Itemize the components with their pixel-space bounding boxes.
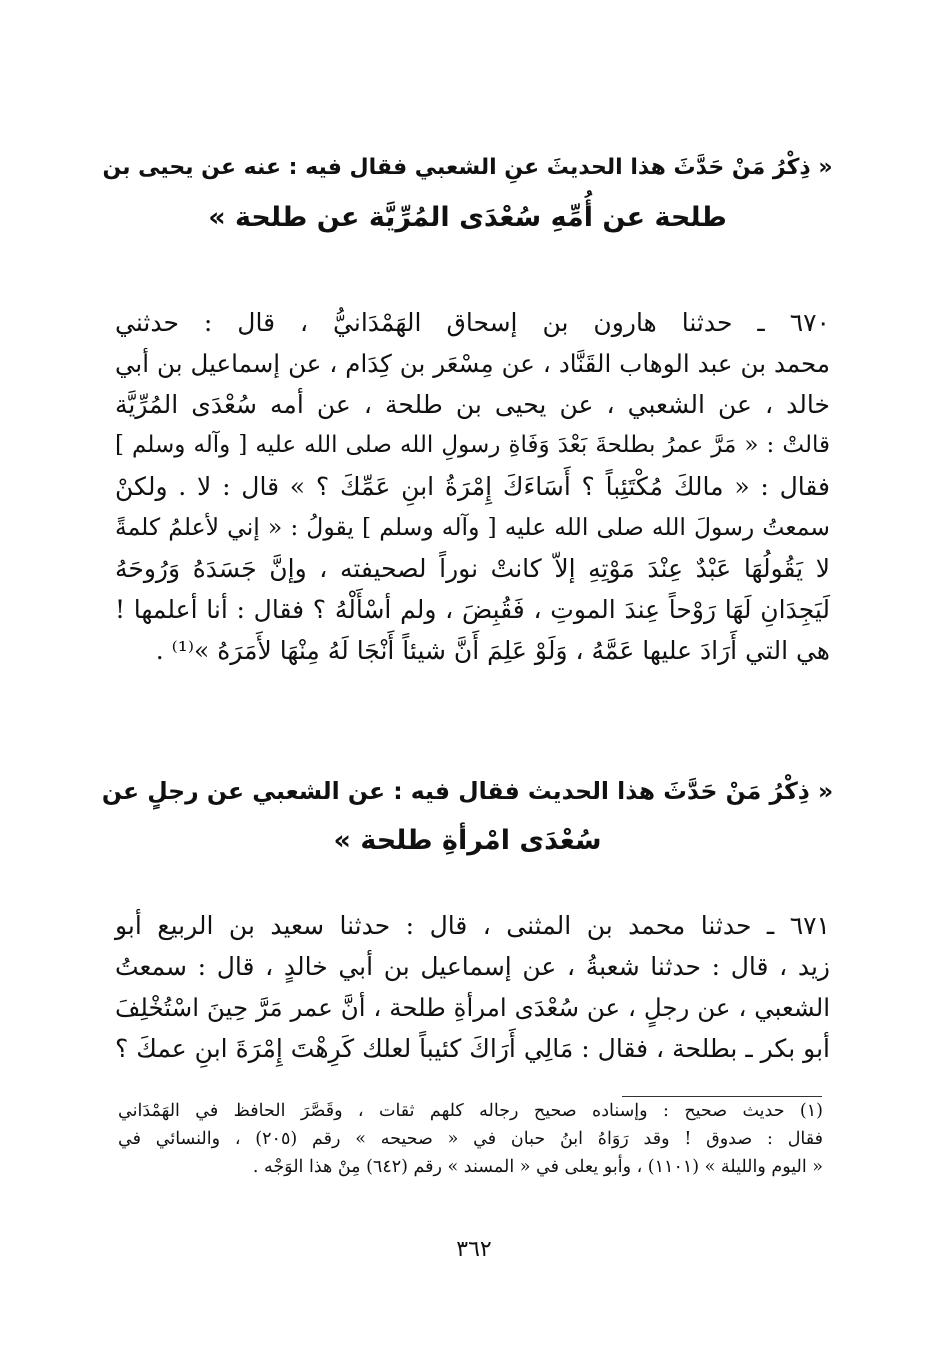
text-line: أبو بكر ـ بطلحة ، فقال : مَالِي أَرَاكَ كئيباً لعلك كَرِهْتَ إِمْرَةَ ابنِ عمكَ ؟ [115,1034,830,1063]
section-heading [100,766,835,866]
text-line: ٦٧١ ـ حدثنا محمد بن المثنى ، قال : حدثنا سعيد بن الربيع أبو [115,911,830,940]
page-number: ٣٦٢ [456,1237,492,1262]
heading-line: « ذِكْرُ مَنْ حَدَّثَ هذا الحديثَ عنِ الشعبي فقال فيه : عنه عن يحيى بن [102,155,833,180]
text-line: الشعبي ، عن رجلٍ ، عن سُعْدَى امرأةِ طلحة ، أنَّ عمر مَرَّ حِينَ اسْتُخْلِفَ [115,993,830,1022]
footnote-line: فقال : صدوق ! وقد رَوَاهُ ابنُ حبان في « صحيحه » رقم (٢٠٥) ، والنسائي في [118,1129,823,1149]
text-line: هي التي أَرَادَ عليها عَمَّهُ ، وَلَوْ عَلِمَ أَنَّ شيئاً أَنْجَا لَهُ مِنْهَا لأَمَرَهُ »⁽¹⁾ . [155,636,830,665]
text-line: ٦٧٠ ـ حدثنا هارون بن إسحاق الهَمْدَانيُّ ، قال : حدثني [115,308,830,337]
text-line: لَيَجِدَانِ لَهَا رَوْحاً عِندَ الموتِ ، فَقُبِضَ ، ولم أسْأَلْهُ ؟ فقال : أنا أعلمها ! [115,595,830,624]
footnote-line: « اليوم والليلة » (١١٠١) ، وأبو يعلى في « المسند » رقم (٦٤٢) مِنْ هذا الوَجْه . [252,1157,823,1177]
text-line: فقال : « مالكَ مُكْتَئِباً ؟ أَسَاءَكَ إِمْرَةُ ابنِ عَمِّكَ ؟ » قال : لا . ولكنْ [115,472,830,501]
hadith-paragraph [115,905,830,1069]
section-heading [100,143,835,243]
heading-line: طلحة عن أُمِّهِ سُعْدَى المُرِّيَّة عن طلحة » [208,202,727,233]
text-line: زيد ، قال : حدثنا شعبةُ ، عن إسماعيل بن أبي خالدٍ ، قال : سمعتُ [115,952,830,981]
hadith-paragraph [115,302,830,671]
heading-line: « ذِكْرُ مَنْ حَدَّثَ هذا الحديث فقال فيه : عن الشعبي عن رجلٍ عن [101,777,834,805]
text-line: خالد ، عن الشعبي ، عن يحيى بن طلحة ، عن أمه سُعْدَى المُرِّيَّة [115,390,830,419]
text-line: سمعتُ رسولَ الله صلى الله عليه [ وآله وسلم ] يقولُ : « إني لأعلمُ كلمةً [115,513,830,541]
heading-line: سُعْدَى امْرأةِ طلحة » [333,825,602,856]
text-line: قالتْ : « مَرَّ عمرُ بطلحةَ بَعْدَ وَفَاةِ رسولِ الله صلى الله عليه [ وآله وسلم ] [115,432,830,458]
footnote-line: (١) حديث صحيح : وإسناده صحيح رجاله كلهم ثقات ، وقَصَّرَ الحافظ في الهَمْدَاني [118,1101,823,1121]
text-line: محمد بن عبد الوهاب القَنَّاد ، عن مِسْعَر بن كِدَام ، عن إسماعيل بن أبي [115,349,830,378]
text-line: لا يَقُولُهَا عَبْدٌ عِنْدَ مَوْتِهِ إلاّ كانتْ نوراً لصحيفته ، وإنَّ جَسَدَهُ وَرُوحَهُ [115,554,830,583]
footnote [118,1097,823,1181]
